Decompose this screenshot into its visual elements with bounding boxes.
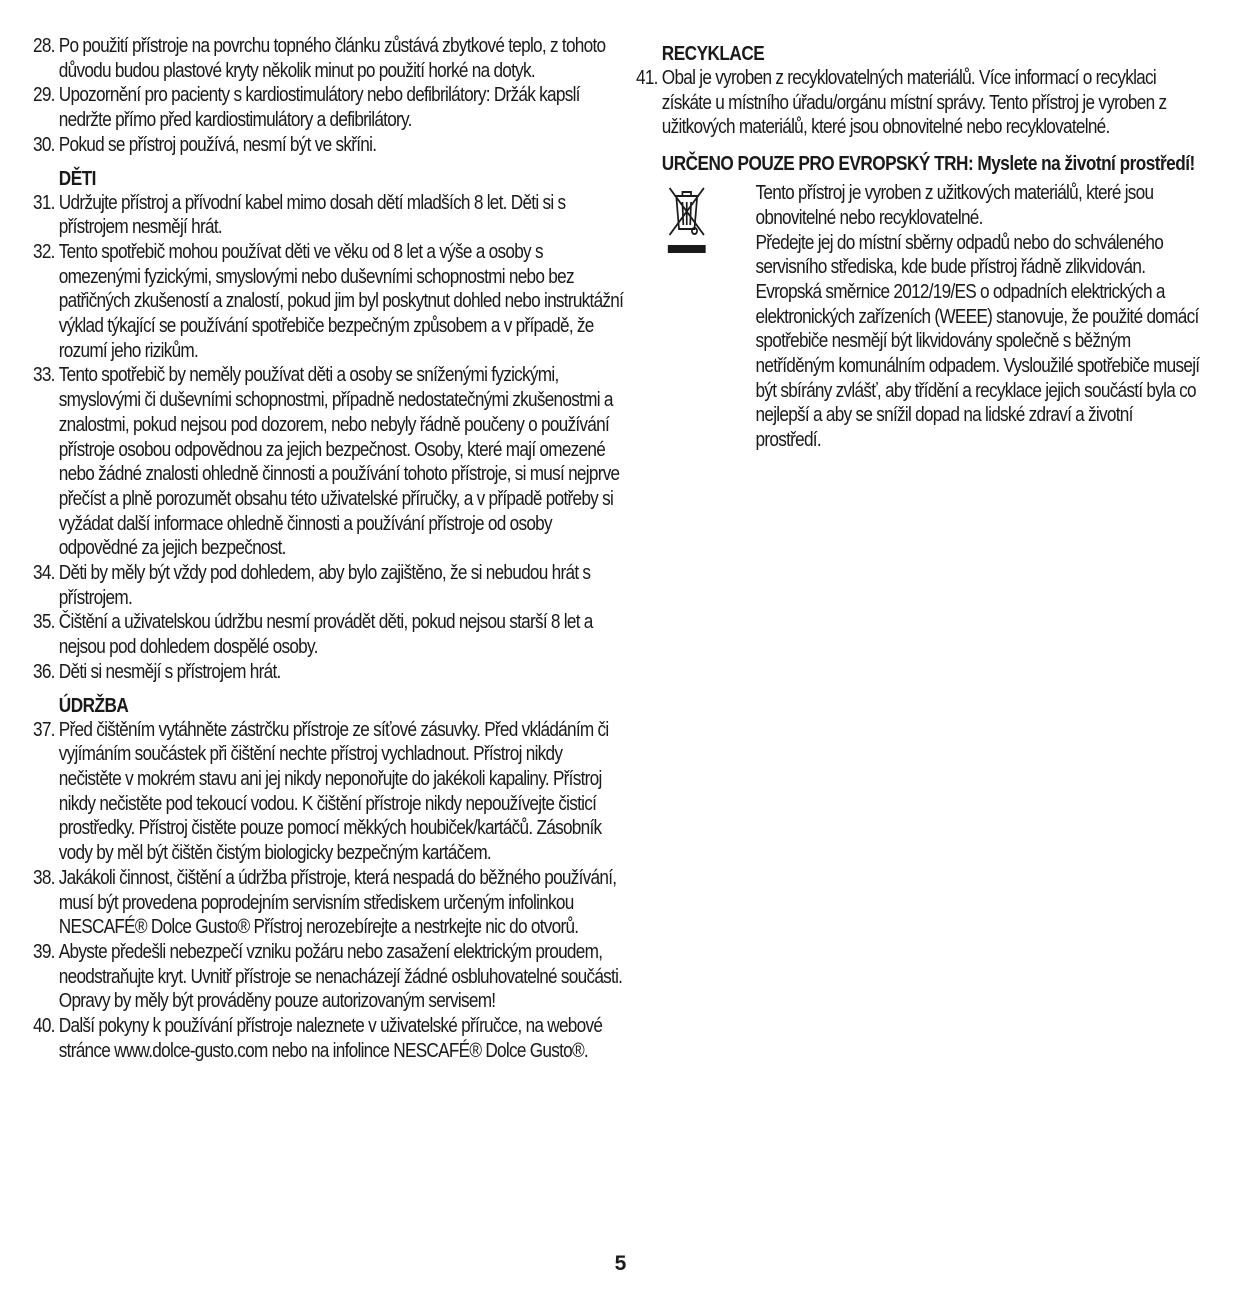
item-text: Tento spotřebič mohou používat děti ve věku od 8 let a výše a osoby s omezenými fyzickými, smyslovými nebo duševními schopnostmi nebo bez patřičných zkušeností a znalostí, pokud jim byl poskytnut dohled nebo instruktážní výklad týkající se používání spotřebiče bezpečným způsobem a v případě, že rozumí jeho rizikům. — [58, 240, 624, 362]
item-number: 28. — [33, 35, 55, 57]
item-text: Děti si nesmějí s přístrojem hrát. — [58, 660, 281, 683]
item-number: 40. — [33, 1015, 55, 1038]
left-column — [33, 34, 628, 1063]
list-item — [33, 610, 627, 659]
item-text: Pokud se přístroj používá, nesmí být ve skříni. — [58, 133, 377, 156]
list-item — [33, 718, 627, 866]
crossed-out-wheelie-bin-icon — [665, 183, 708, 255]
list-item — [636, 66, 1200, 140]
item-number: 33. — [33, 364, 55, 387]
section-heading-recycling: RECYKLACE — [661, 43, 765, 65]
item-text: Před čištěním vytáhněte zástrčku přístroje ze síťové zásuvky. Před vkládáním či vyjímáním součástek při čištění nechte přístroj vychladnout. Přístroj nikdy nečistěte v mokrém stavu ani jej nikdy neponořujte do jakékoli kapaliny. Přístroj nikdy nečistěte pod tekoucí vodou. K čištění přístroje nikdy nepoužívejte čisticí prostředky. Přístroj čistěte pouze pomocí měkkých houbiček/kartáčů. Zásobník vody by měl být čištěn čistým biologicky bezpečným kartáčem. — [58, 718, 609, 865]
weee-notice — [636, 181, 1200, 453]
list-item — [33, 866, 627, 940]
list-item — [33, 83, 627, 132]
item-number: 31. — [33, 191, 55, 214]
item-number: 38. — [33, 866, 55, 889]
list-item — [33, 191, 627, 240]
item-text: Po použití přístroje na povrchu topného článku zůstává zbytkové teplo, z tohoto důvodu budou plastové kryty několik minut po použití horké na dotyk. — [58, 35, 606, 82]
item-text: Jakákoli činnost, čištění a údržba přístroje, která nespadá do běžného používání, musí být provedena poprodejním servisním střediskem určeným infolinkou NESCAFÉ® Dolce Gusto® Přístroj nerozebírejte a nestrkejte nic do otvorů. — [58, 866, 617, 939]
item-number: 41. — [636, 67, 658, 89]
list-item — [33, 363, 627, 561]
section-heading-children: DĚTI — [58, 167, 96, 190]
list-item — [33, 34, 627, 83]
item-text: Obal je vyroben z recyklovatelných materiálů. Více informací o recyklaci získáte u místního úřadu/orgánu místní správy. Tento přístroj je vyroben z užitkových materiálů, které jsou obnovitelné nebo recyklovatelné. — [661, 67, 1167, 139]
list-item — [33, 561, 627, 610]
list-item — [33, 133, 627, 158]
item-number: 30. — [33, 133, 55, 156]
list-item — [33, 660, 627, 685]
item-number: 39. — [33, 940, 55, 963]
item-text: Další pokyny k používání přístroje naleznete v uživatelské příručce, na webové stránce www.dolce-gusto.com nebo na infolince NESCAFÉ® Dolce Gusto®. — [58, 1015, 603, 1062]
list-item — [33, 1014, 627, 1063]
right-column — [636, 34, 1201, 453]
list-item — [33, 940, 627, 1014]
eu-market-heading: URČENO POUZE PRO EVROPSKÝ TRH: Myslete na životní prostředí! — [661, 153, 1195, 176]
item-number: 36. — [33, 660, 55, 683]
item-number: 32. — [33, 240, 55, 263]
item-text: Upozornění pro pacienty s kardiostimulátory nebo defibrilátory: Držák kapslí nedržte přímo před kardiostimulátory a defibrilátory. — [58, 84, 580, 132]
weee-paragraph: Tento přístroj je vyroben z užitkových materiálů, které jsou obnovitelné nebo recyklovatelné. — [755, 182, 1154, 229]
item-text: Udržujte přístroj a přívodní kabel mimo dosah dětí mladších 8 let. Děti si s přístrojem nesmějí hrát. — [58, 191, 566, 239]
section-heading-maintenance: ÚDRŽBA — [58, 694, 129, 717]
item-text: Děti by měly být vždy pod dohledem, aby bylo zajištěno, že si nebudou hrát s přístrojem. — [58, 562, 591, 609]
item-text: Tento spotřebič by neměly používat děti a osoby se sníženými fyzickými, smyslovými či duševními schopnostmi, případně nedostatečnými zkušenostmi a znalostmi, pokud nejsou pod dozorem, nebo nebyly řádně poučeny o používání přístroje osobou odpovědnou za jejich bezpečnost. Osoby, které mají omezené nebo žádné znalosti ohledně činnosti a používání tohoto přístroje, si musí nejprve přečíst a plně porozumět obsahu této uživatelské příručky, a v případě potřeby si vyžádat další informace ohledně činnosti a používání přístroje od osoby odpovědné za jejich bezpečnost. — [58, 364, 620, 560]
item-number: 35. — [33, 611, 55, 634]
page-number: 5 — [614, 1252, 627, 1275]
weee-paragraph: Předejte jej do místní sběrny odpadů nebo do schváleného servisního střediska, kde bude přístroj řádně zlikvidován. Evropská směrnice 2012/19/ES o odpadních elektrických a elektronických zařízeních (WEEE) stanovuje, že použité domácí spotřebiče nesmějí být likvidovány společně s běžným netříděným komunálním odpadem. Vysloužilé spotřebiče musejí být sbírány zvlášť, aby třídění a recyklace jejich součástí byla co nejlepší a aby se snížil dopad na lidské zdraví a životní prostředí. — [755, 231, 1200, 452]
item-number: 37. — [33, 718, 55, 741]
item-number: 34. — [33, 562, 55, 585]
item-text: Abyste předešli nebezpečí vzniku požáru nebo zasažení elektrickým proudem, neodstraňujte kryt. Uvnitř přístroje se nenacházejí žádné osbluhovatelné součásti. Opravy by měly být prováděny pouze autorizovaným servisem! — [58, 940, 623, 1013]
list-item — [33, 240, 627, 364]
item-text: Čištění a uživatelskou údržbu nesmí provádět děti, pokud nejsou starší 8 let a nejsou pod dohledem dospělé osoby. — [58, 611, 593, 659]
item-number: 29. — [33, 84, 55, 107]
